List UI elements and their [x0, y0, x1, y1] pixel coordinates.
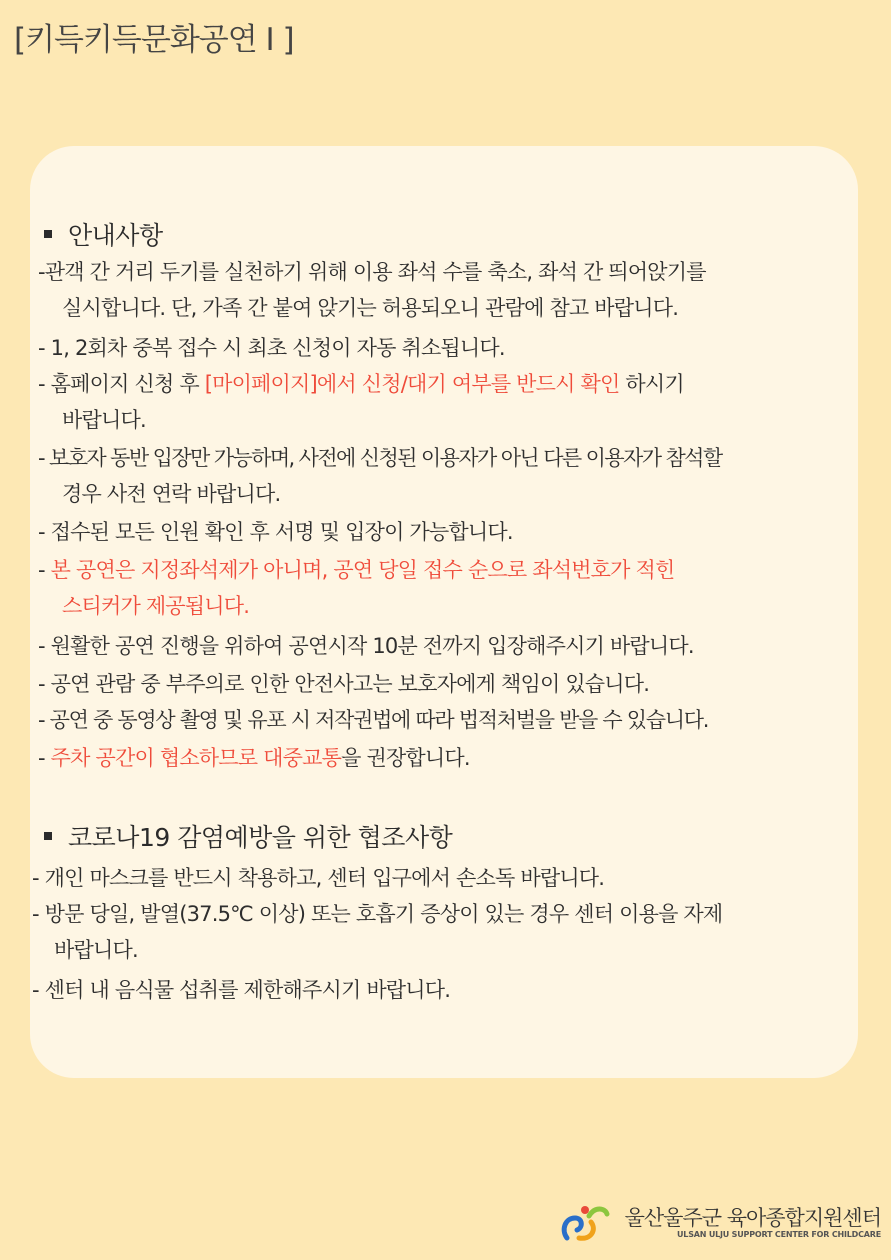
center-logo-icon: [561, 1200, 611, 1244]
notice-item-6-line1: - 본 공연은 지정좌석제가 아니며, 공연 당일 접수 순으로 좌석번호가 적힌: [38, 558, 675, 582]
notice-item-6-line2: 스티커가 제공됩니다.: [62, 594, 250, 618]
covid-heading: [44, 818, 452, 854]
notice-item-3-line2: 바랍니다.: [62, 408, 146, 432]
center-logo: [561, 1200, 881, 1244]
notice-item-8: - 공연 관람 중 부주의로 인한 안전사고는 보호자에게 책임이 있습니다.: [38, 672, 650, 696]
square-bullet-icon: [44, 230, 52, 238]
notice-item-3-line1: - 홈페이지 신청 후 [마이페이지]에서 신청/대기 여부를 반드시 확인 하시기: [38, 372, 684, 396]
covid-heading-text: 코로나19 감염예방을 위한 협조사항: [68, 823, 453, 852]
notice-item-7: - 원활한 공연 진행을 위하여 공연시작 10분 전까지 입장해주시기 바랍니다.: [38, 634, 694, 658]
logo-english-text: ULSAN ULJU SUPPORT CENTER FOR CHILDCARE: [677, 1229, 881, 1239]
square-bullet-icon: [44, 832, 52, 840]
seat-highlight: 본 공연은 지정좌석제가 아니며, 공연 당일 접수 순으로 좌석번호가 적힌: [50, 558, 675, 582]
notice-heading: [44, 216, 163, 252]
notice-item-10: - 주차 공간이 협소하므로 대중교통을 권장합니다.: [38, 746, 470, 770]
notice-item-4-line2: 경우 사전 연락 바랍니다.: [62, 482, 281, 506]
notice-item-5: - 접수된 모든 인원 확인 후 서명 및 입장이 가능합니다.: [38, 520, 513, 544]
logo-korean-text: 울산울주군 육아종합지원센터: [624, 1205, 881, 1230]
notice-item-4-line1: - 보호자 동반 입장만 가능하며, 사전에 신청된 이용자가 아닌 다른 이용자가 참석할: [38, 446, 722, 470]
page-title: [키득키득문화공연 I ]: [14, 22, 294, 58]
notice-item-2: - 1, 2회차 중복 접수 시 최초 신청이 자동 취소됩니다.: [38, 336, 505, 360]
notice-heading-text: 안내사항: [68, 221, 163, 250]
covid-item-3: - 센터 내 음식물 섭취를 제한해주시기 바랍니다.: [32, 978, 451, 1002]
covid-item-1: - 개인 마스크를 반드시 착용하고, 센터 입구에서 손소독 바랍니다.: [32, 866, 605, 890]
notice-item-1-line1: -관객 간 거리 두기를 실천하기 위해 이용 좌석 수를 축소, 좌석 간 띄어앉기를: [38, 260, 706, 284]
covid-item-2-line2: 바랍니다.: [54, 938, 138, 962]
mypage-highlight: [마이페이지]에서 신청/대기 여부를 반드시 확인: [204, 372, 620, 396]
notice-item-1-line2: 실시합니다. 단, 가족 간 붙여 앉기는 허용되오니 관람에 참고 바랍니다.: [62, 296, 679, 320]
notice-item-9: - 공연 중 동영상 촬영 및 유포 시 저작권법에 따라 법적처벌을 받을 수 있습니다.: [38, 708, 709, 732]
covid-item-2-line1: - 방문 당일, 발열(37.5℃ 이상) 또는 호흡기 증상이 있는 경우 센터 이용을 자제: [32, 902, 723, 926]
parking-highlight: 주차 공간이 협소하므로 대중교통: [50, 746, 342, 770]
